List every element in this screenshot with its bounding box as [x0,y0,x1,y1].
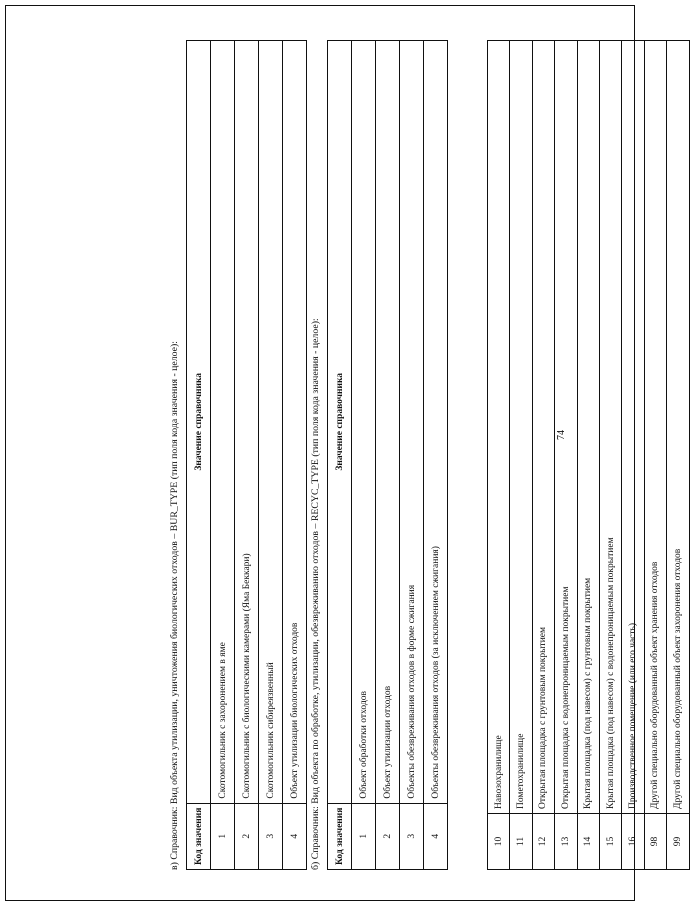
value-header: Значение справочника [187,41,211,804]
value-cell: Объект обработки отходов [352,41,376,804]
value-header: Значение справочника [328,41,352,804]
value-cell: Объекты обезвреживания отходов в форме сжигания [400,41,424,804]
value-cell: Другой специально оборудованный объект хранения отходов [644,41,666,814]
bur-type-caption: в) Справочник: Вид объекта утилизации, уничтожения биологических отходов – BUR_TYPE (тип поля кода значения - целое): [169,340,180,870]
recyc-type-caption: б) Справочник: Вид объекта по обработке, утилизации, обезвреживанию отходов – RECYC_TYPE (тип поля кода значения - целое): [310,318,321,870]
table-row [667,41,689,870]
table-header-row [328,41,352,870]
code-cell: 15 [599,814,621,870]
table-row [644,41,666,870]
code-cell: 98 [644,814,666,870]
table-row [424,41,448,870]
value-cell: Скотомогильник с захоронением в яме [211,41,235,804]
value-cell: Крытая площадка (под навесом) с водонепроницаемым покрытием [599,41,621,814]
table-row [577,41,599,870]
code-cell: 13 [555,814,577,870]
code-cell: 4 [424,803,448,869]
code-header: Код значения [187,803,211,869]
code-cell: 11 [510,814,532,870]
value-cell: Другой специально оборудованный объект захоронения отходов [667,41,689,814]
bur-type-table [186,40,307,870]
code-cell: 1 [352,803,376,869]
table-row [532,41,554,870]
value-cell: Объект утилизации отходов [376,41,400,804]
value-cell: Навозохранилище [488,41,510,814]
code-cell: 1 [211,803,235,869]
code-cell: 4 [283,803,307,869]
table-row [510,41,532,870]
table-row [211,41,235,870]
rotated-page [30,30,683,870]
code-header: Код значения [328,803,352,869]
value-cell: Открытая площадка с водонепроницаемым покрытием [555,41,577,814]
table-row [283,41,307,870]
value-cell: Объект утилизации биологических отходов [283,41,307,804]
page-number: 74 [556,430,567,440]
table-row [555,41,577,870]
code-cell: 2 [376,803,400,869]
table-row [259,41,283,870]
table-row [488,41,510,870]
code-cell: 10 [488,814,510,870]
code-cell: 3 [259,803,283,869]
table-row [400,41,424,870]
table-header-row [187,41,211,870]
code-cell: 2 [235,803,259,869]
value-cell: Объекты обезвреживания отходов (за исключением сжигания) [424,41,448,804]
code-cell: 16 [622,814,644,870]
storage-object-table [487,40,690,870]
value-cell: Открытая площадка с грунтовым покрытием [532,41,554,814]
code-cell: 14 [577,814,599,870]
table-row [622,41,644,870]
code-cell: 12 [532,814,554,870]
value-cell: Производственное помещение (или его часть) [622,41,644,814]
value-cell: Скотомогильник с биологическими камерами (Яма Беккари) [235,41,259,804]
table-row [376,41,400,870]
table-row [352,41,376,870]
value-cell: Крытая площадка (под навесом) с грунтовым покрытием [577,41,599,814]
code-cell: 99 [667,814,689,870]
code-cell: 3 [400,803,424,869]
recyc-type-table [327,40,448,870]
table-row [599,41,621,870]
table-row [235,41,259,870]
value-cell: Пометохранилище [510,41,532,814]
value-cell: Скотомогильник сибиреязвенный [259,41,283,804]
